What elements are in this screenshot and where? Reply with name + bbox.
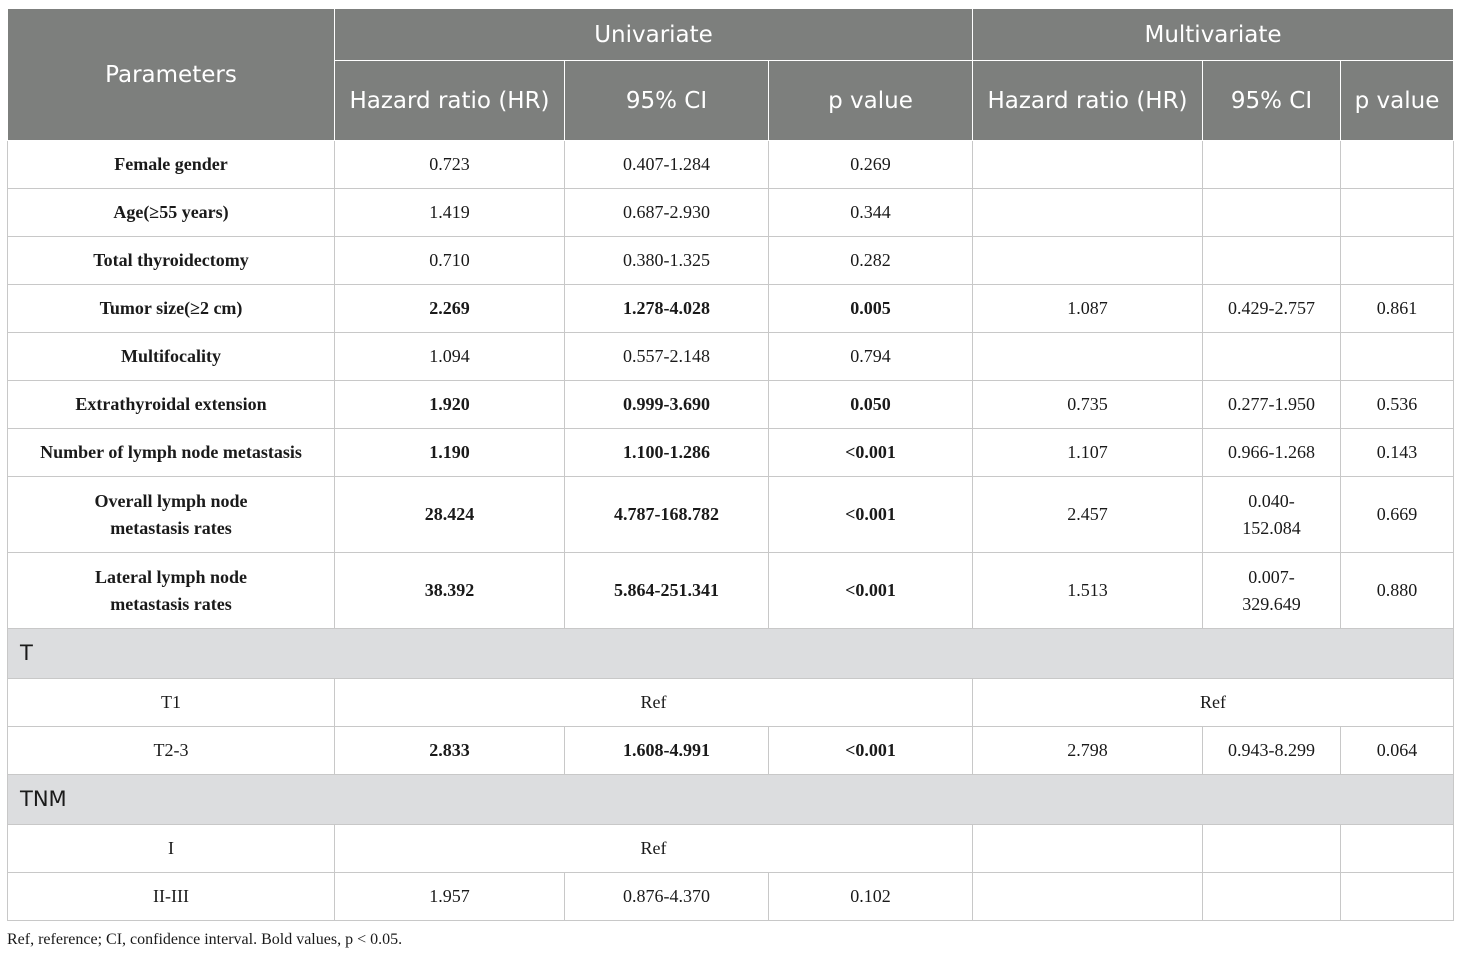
- multi-hr: [973, 825, 1203, 873]
- uni-p: <0.001: [769, 477, 973, 553]
- row-param: I: [8, 825, 335, 873]
- multi-ci: [1203, 825, 1341, 873]
- multi-hr: 1.107: [973, 429, 1203, 477]
- table-row: [8, 141, 1454, 189]
- multi-hr: [973, 237, 1203, 285]
- uni-hr: 1.957: [335, 873, 565, 921]
- multi-ci: [1203, 237, 1341, 285]
- row-param: Extrathyroidal extension: [8, 381, 335, 429]
- row-param: Total thyroidectomy: [8, 237, 335, 285]
- uni-ci: 4.787-168.782: [565, 477, 769, 553]
- uni-hr: 1.190: [335, 429, 565, 477]
- uni-hr: 0.710: [335, 237, 565, 285]
- uni-ci: 1.278-4.028: [565, 285, 769, 333]
- uni-ci: 1.100-1.286: [565, 429, 769, 477]
- uni-p: 0.102: [769, 873, 973, 921]
- table-row: [8, 429, 1454, 477]
- table-row: [8, 189, 1454, 237]
- header-multi-hr: Hazard ratio (HR): [973, 61, 1203, 141]
- row-param: T1: [8, 679, 335, 727]
- uni-ci: 0.999-3.690: [565, 381, 769, 429]
- multi-ci: 0.007-329.649: [1203, 553, 1341, 629]
- header-uni-hr: Hazard ratio (HR): [335, 61, 565, 141]
- header-multivariate: Multivariate: [973, 9, 1454, 61]
- multi-ref: Ref: [973, 679, 1454, 727]
- multi-hr: [973, 333, 1203, 381]
- table-row: [8, 477, 1454, 553]
- multi-p: 0.064: [1341, 727, 1454, 775]
- uni-hr: 38.392: [335, 553, 565, 629]
- uni-ci: 5.864-251.341: [565, 553, 769, 629]
- row-param: Age(≥55 years): [8, 189, 335, 237]
- multi-hr: [973, 873, 1203, 921]
- table-row: [8, 237, 1454, 285]
- row-param: Tumor size(≥2 cm): [8, 285, 335, 333]
- uni-hr: 2.833: [335, 727, 565, 775]
- uni-p: 0.282: [769, 237, 973, 285]
- table-footnote: Ref, reference; CI, confidence interval. Bold values, p < 0.05.: [7, 931, 403, 948]
- section-row-t: [8, 629, 1454, 679]
- uni-hr: 1.094: [335, 333, 565, 381]
- table-row: [8, 825, 1454, 873]
- header-parameters: Parameters: [8, 9, 335, 141]
- multi-ci: 0.040-152.084: [1203, 477, 1341, 553]
- row-param: Multifocality: [8, 333, 335, 381]
- multi-ci: [1203, 333, 1341, 381]
- multi-ci: [1203, 873, 1341, 921]
- uni-hr: 1.419: [335, 189, 565, 237]
- uni-ci: 0.687-2.930: [565, 189, 769, 237]
- table-row: [8, 873, 1454, 921]
- multi-p: [1341, 333, 1454, 381]
- multi-p: 0.861: [1341, 285, 1454, 333]
- uni-p: <0.001: [769, 553, 973, 629]
- multi-hr: [973, 141, 1203, 189]
- row-param: II-III: [8, 873, 335, 921]
- multi-p: [1341, 237, 1454, 285]
- uni-hr: 2.269: [335, 285, 565, 333]
- multi-hr: 2.798: [973, 727, 1203, 775]
- multi-ci: 0.966-1.268: [1203, 429, 1341, 477]
- multi-p: [1341, 873, 1454, 921]
- uni-ci: 0.557-2.148: [565, 333, 769, 381]
- section-label-tnm: TNM: [8, 775, 1454, 825]
- table-row: [8, 553, 1454, 629]
- row-param: Female gender: [8, 141, 335, 189]
- multi-p: [1341, 141, 1454, 189]
- table-row: [8, 679, 1454, 727]
- uni-ref: Ref: [335, 825, 973, 873]
- uni-ci: 0.876-4.370: [565, 873, 769, 921]
- table-row: [8, 727, 1454, 775]
- section-label-t: T: [8, 629, 1454, 679]
- uni-p: 0.269: [769, 141, 973, 189]
- multi-p: 0.669: [1341, 477, 1454, 553]
- uni-hr: 0.723: [335, 141, 565, 189]
- uni-ref: Ref: [335, 679, 973, 727]
- multi-hr: [973, 189, 1203, 237]
- uni-p: 0.005: [769, 285, 973, 333]
- table-row: [8, 381, 1454, 429]
- header-uni-p: p value: [769, 61, 973, 141]
- multi-ci: 0.943-8.299: [1203, 727, 1341, 775]
- multi-p: [1341, 189, 1454, 237]
- multi-ci: [1203, 141, 1341, 189]
- uni-ci: 0.380-1.325: [565, 237, 769, 285]
- uni-ci: 0.407-1.284: [565, 141, 769, 189]
- multi-hr: 0.735: [973, 381, 1203, 429]
- uni-p: 0.050: [769, 381, 973, 429]
- uni-hr: 1.920: [335, 381, 565, 429]
- multi-hr: 2.457: [973, 477, 1203, 553]
- uni-p: <0.001: [769, 429, 973, 477]
- row-param: Lateral lymph node metastasis rates: [8, 553, 335, 629]
- table-row: [8, 333, 1454, 381]
- uni-p: 0.794: [769, 333, 973, 381]
- table-row: [8, 285, 1454, 333]
- multi-p: 0.143: [1341, 429, 1454, 477]
- header-multi-ci: 95% CI: [1203, 61, 1341, 141]
- results-table: [7, 8, 1454, 921]
- uni-p: 0.344: [769, 189, 973, 237]
- multi-p: [1341, 825, 1454, 873]
- multi-p: 0.880: [1341, 553, 1454, 629]
- row-param: Number of lymph node metastasis: [8, 429, 335, 477]
- multi-ci: 0.429-2.757: [1203, 285, 1341, 333]
- uni-p: <0.001: [769, 727, 973, 775]
- uni-ci: 1.608-4.991: [565, 727, 769, 775]
- header-multi-p: p value: [1341, 61, 1454, 141]
- multi-hr: 1.513: [973, 553, 1203, 629]
- row-param: Overall lymph node metastasis rates: [8, 477, 335, 553]
- row-param: T2-3: [8, 727, 335, 775]
- header-univariate: Univariate: [335, 9, 973, 61]
- uni-hr: 28.424: [335, 477, 565, 553]
- multi-ci: 0.277-1.950: [1203, 381, 1341, 429]
- section-row-tnm: [8, 775, 1454, 825]
- multi-ci: [1203, 189, 1341, 237]
- header-uni-ci: 95% CI: [565, 61, 769, 141]
- multi-hr: 1.087: [973, 285, 1203, 333]
- multi-p: 0.536: [1341, 381, 1454, 429]
